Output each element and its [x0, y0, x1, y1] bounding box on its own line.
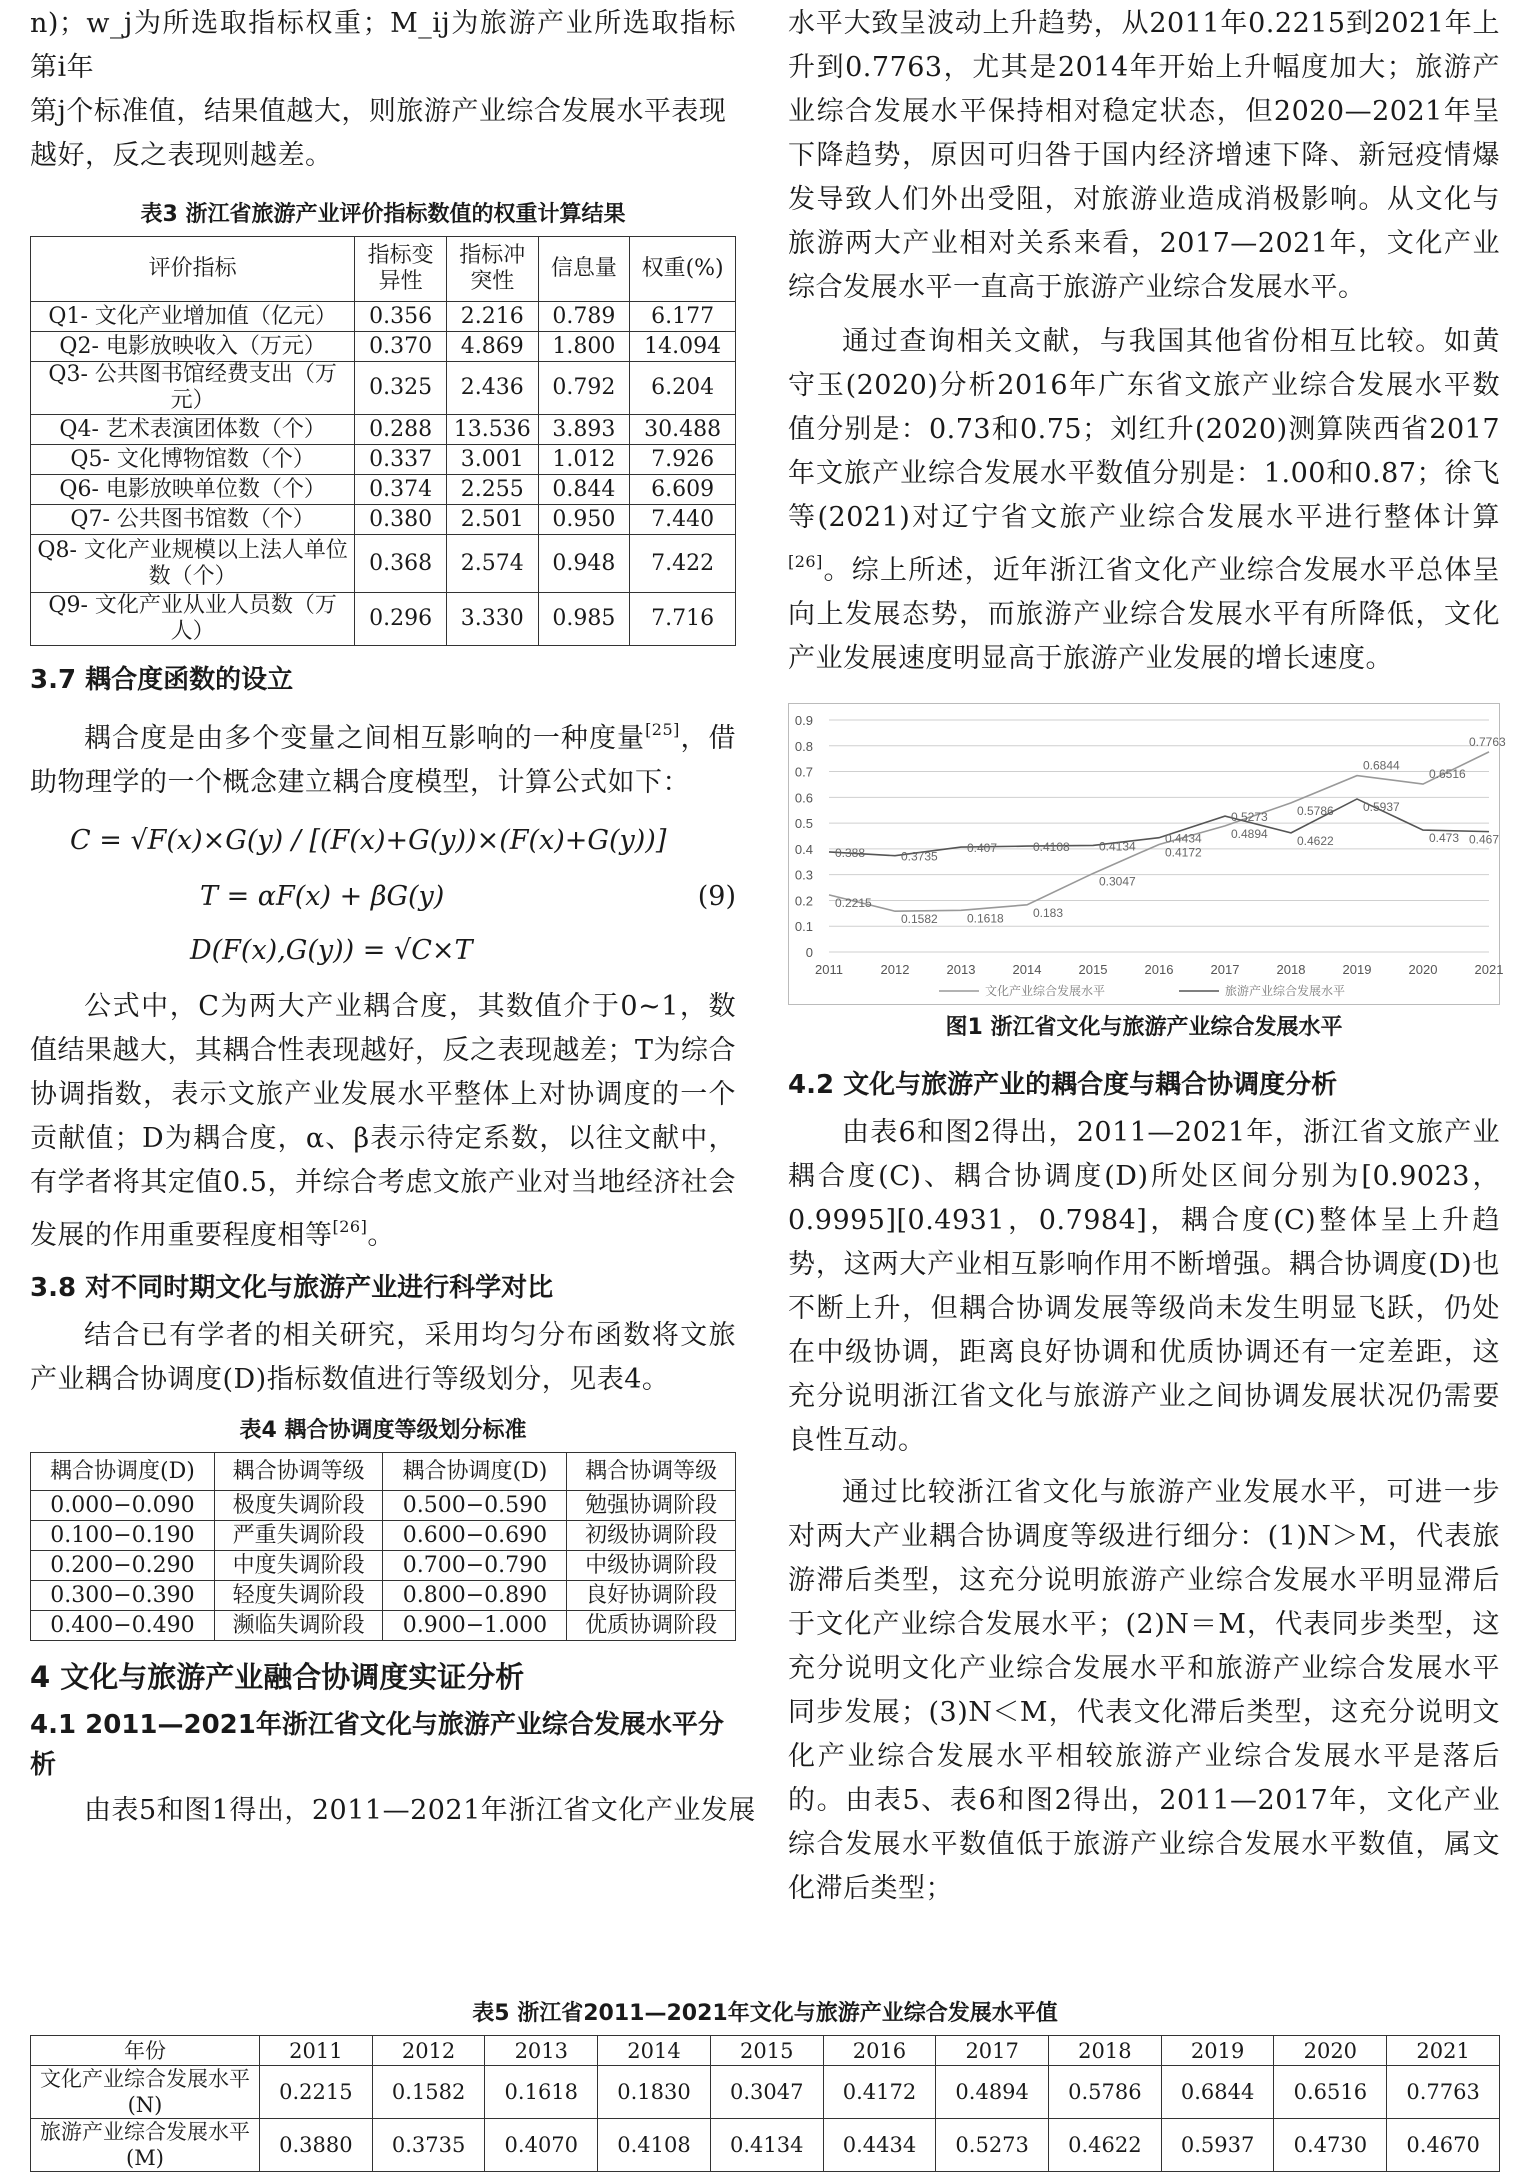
- data-label: 0.3735: [901, 849, 938, 864]
- value-cell: 0.337: [355, 445, 447, 475]
- range-cell: 0.200−0.290: [31, 1551, 215, 1581]
- value-cell: 0.4108: [598, 2119, 711, 2172]
- x-tick-label: 2017: [1210, 962, 1240, 977]
- indicator-name-cell: Q8- 文化产业规模以上法人单位数（个）: [31, 535, 355, 593]
- data-label: 0.467: [1469, 832, 1500, 847]
- value-cell: 2020: [1274, 2036, 1387, 2066]
- indicator-name-cell: Q6- 电影放映单位数（个）: [31, 475, 355, 505]
- range-cell: 0.100−0.190: [31, 1521, 215, 1551]
- range-cell: 0.000−0.090: [31, 1491, 215, 1521]
- table3-header-cell: 指标冲突性: [446, 237, 538, 302]
- y-tick-label: 0.6: [794, 790, 813, 806]
- value-cell: 2.216: [446, 302, 538, 332]
- intro-line-3: 越好，反之表现则越差。: [30, 140, 333, 171]
- range-cell: 0.800−0.890: [383, 1581, 567, 1611]
- indicator-name-cell: Q3- 公共图书馆经费支出（万元）: [31, 362, 355, 415]
- value-cell: 0.368: [355, 535, 447, 593]
- section-3-7-para1: [30, 708, 736, 805]
- value-cell: 0.5937: [1161, 2119, 1274, 2172]
- table5-caption: 表5 浙江省2011—2021年文化与旅游产业综合发展水平值: [472, 2001, 1058, 2026]
- data-label: 0.3047: [1099, 874, 1136, 889]
- value-cell: 0.4172: [823, 2066, 936, 2119]
- citation: [25]: [645, 720, 680, 739]
- citation: [26]: [788, 552, 823, 571]
- value-cell: 13.536: [446, 415, 538, 445]
- range-cell: 0.500−0.590: [383, 1491, 567, 1521]
- value-cell: 3.330: [446, 593, 538, 646]
- data-label: 0.4172: [1165, 845, 1202, 860]
- value-cell: 2016: [823, 2036, 936, 2066]
- value-cell: 0.4894: [936, 2066, 1049, 2119]
- value-cell: 2.501: [446, 505, 538, 535]
- table-row: [31, 1551, 736, 1581]
- table3-header-row: [31, 237, 736, 302]
- x-tick-label: 2019: [1342, 962, 1372, 977]
- value-cell: 2021: [1387, 2036, 1500, 2066]
- value-cell: 4.869: [446, 332, 538, 362]
- value-cell: 6.609: [630, 475, 736, 505]
- value-cell: 0.380: [355, 505, 447, 535]
- table5-culture-row: [31, 2066, 1500, 2119]
- formula-block: [30, 805, 736, 981]
- table-row: [31, 593, 736, 646]
- y-tick-label: 0.1: [794, 919, 813, 935]
- value-cell: 1.800: [538, 332, 630, 362]
- value-cell: 0.4070: [485, 2119, 598, 2172]
- table-row: [31, 302, 736, 332]
- value-cell: 0.370: [355, 332, 447, 362]
- level-cell: 轻度失调阶段: [214, 1581, 383, 1611]
- level-cell: 初级协调阶段: [567, 1521, 736, 1551]
- row-label-cell: 文化产业综合发展水平(N): [31, 2066, 260, 2119]
- range-cell: 0.600−0.690: [383, 1521, 567, 1551]
- y-tick-label: 0.7: [794, 764, 813, 780]
- x-tick-label: 2013: [946, 962, 976, 977]
- section-4-1-para-continued: 水平大致呈波动上升趋势，从2011年0.2215到2021年上升到0.7763，尤其是2014年开始上升幅度加大；旅游产业综合发展水平保持相对稳定状态，但2020—2021年呈下降趋势，原因可归咎于国内经济增速下降、新冠疫情爆发导致人们外出受阻，对旅游业造成消极影响。从文化与旅游两大产业相对关系来看，2017—2021年，文化产业综合发展水平一直高于旅游产业综合发展水平。: [788, 8, 1500, 303]
- value-cell: 0.4134: [710, 2119, 823, 2172]
- data-label: 0.183: [1033, 905, 1064, 920]
- table-row: [31, 1521, 736, 1551]
- para-text: 通过查询相关文献，与我国其他省份相互比较。如黄守玉(2020)分析2016年广东省文旅产业综合发展水平数值分别是：0.73和0.75；刘红升(2020)测算陕西省2017年文旅产业综合发展水平数值分别是：1.00和0.87；徐飞等(2021)对辽宁省文旅产业综合发展水平进行整体计算: [788, 326, 1500, 533]
- row-label-cell: 旅游产业综合发展水平(M): [31, 2119, 260, 2172]
- table3-header-cell: 信息量: [538, 237, 630, 302]
- value-cell: 0.985: [538, 593, 630, 646]
- value-cell: 6.204: [630, 362, 736, 415]
- value-cell: 2013: [485, 2036, 598, 2066]
- table5-tourism-row: [31, 2119, 1500, 2172]
- value-cell: 0.5273: [936, 2119, 1049, 2172]
- value-cell: 7.716: [630, 593, 736, 646]
- table-row: [31, 505, 736, 535]
- table5-year-row: [31, 2036, 1500, 2066]
- table-row: [31, 445, 736, 475]
- section-4-1-title: 4.1 2011—2021年浙江省文化与旅游产业综合发展水平分析: [30, 1710, 724, 1780]
- figure1-svg: [789, 704, 1506, 1004]
- data-label: 0.7763: [1469, 734, 1506, 749]
- table4-header-cell: 耦合协调等级: [567, 1453, 736, 1491]
- formula-number: (9): [697, 881, 736, 912]
- right-column: [788, 0, 1506, 1911]
- level-cell: 勉强协调阶段: [567, 1491, 736, 1521]
- value-cell: 0.7763: [1387, 2066, 1500, 2119]
- table-row: [31, 415, 736, 445]
- value-cell: 0.325: [355, 362, 447, 415]
- x-tick-label: 2014: [1012, 962, 1042, 977]
- table4-header-cell: 耦合协调度(D): [383, 1453, 567, 1491]
- section-4-2-title: 4.2 文化与旅游产业的耦合度与耦合协调度分析: [788, 1070, 1338, 1100]
- value-cell: 2.574: [446, 535, 538, 593]
- value-cell: 2012: [372, 2036, 485, 2066]
- value-cell: 0.792: [538, 362, 630, 415]
- value-cell: 2018: [1049, 2036, 1162, 2066]
- value-cell: 3.893: [538, 415, 630, 445]
- x-tick-label: 2012: [880, 962, 910, 977]
- value-cell: 0.3880: [260, 2119, 373, 2172]
- table3: [30, 236, 736, 646]
- table-row: [31, 1491, 736, 1521]
- value-cell: 2011: [260, 2036, 373, 2066]
- x-tick-label: 2015: [1078, 962, 1108, 977]
- section-3-7-para2: [30, 985, 736, 1258]
- culture-series-line: [829, 752, 1489, 911]
- level-cell: 极度失调阶段: [214, 1491, 383, 1521]
- table-row: [31, 1581, 736, 1611]
- indicator-name-cell: Q4- 艺术表演团体数（个）: [31, 415, 355, 445]
- y-tick-label: 0.9: [794, 713, 813, 728]
- level-cell: 优质协调阶段: [567, 1611, 736, 1641]
- table4-caption: 表4 耦合协调度等级划分标准: [239, 1418, 527, 1443]
- value-cell: 0.2215: [260, 2066, 373, 2119]
- data-label: 0.1618: [967, 911, 1004, 926]
- section-4-2-para2: 通过比较浙江省文化与旅游产业发展水平，可进一步对两大产业耦合协调度等级进行细分：(1)N＞M，代表旅游滞后类型，这充分说明旅游产业综合发展水平明显滞后于文化产业综合发展水平；(2)N＝M，代表同步类型，这充分说明文化产业综合发展水平和旅游产业综合发展水平同步发展；(3)N＜M，代表文化滞后类型，这充分说明文化产业综合发展水平相较旅游产业综合发展水平是落后的。由表5、表6和图2得出，2011—2017年，文化产业综合发展水平数值低于旅游产业综合发展水平数值，属文化滞后类型；: [788, 1477, 1500, 1904]
- intro-line-1: n)；w_j为所选取指标权重；M_ij为旅游产业所选取指标第i年: [30, 8, 736, 83]
- value-cell: 2.255: [446, 475, 538, 505]
- indicator-name-cell: Q2- 电影放映收入（万元）: [31, 332, 355, 362]
- table4: [30, 1452, 736, 1641]
- value-cell: 0.288: [355, 415, 447, 445]
- value-cell: 0.296: [355, 593, 447, 646]
- value-cell: 0.789: [538, 302, 630, 332]
- value-cell: 1.012: [538, 445, 630, 475]
- data-label: 0.1582: [901, 912, 938, 927]
- table-row: [31, 535, 736, 593]
- value-cell: 0.356: [355, 302, 447, 332]
- indicator-name-cell: Q5- 文化博物馆数（个）: [31, 445, 355, 475]
- table4-header-cell: 耦合协调等级: [214, 1453, 383, 1491]
- y-tick-label: 0: [805, 945, 813, 960]
- table4-header-row: [31, 1453, 736, 1491]
- data-label: 0.407: [967, 841, 998, 856]
- value-cell: 2014: [598, 2036, 711, 2066]
- table3-header-cell: 评价指标: [31, 237, 355, 302]
- legend-label: 旅游产业综合发展水平: [1225, 984, 1346, 998]
- para-text: 公式中，C为两大产业耦合度，其数值介于0~1，数值结果越大，其耦合性表现越好，反之表现越差；T为综合协调指数，表示文旅产业发展水平整体上对协调度的一个贡献值；D为耦合度，α、β表示待定系数，以往文献中，有学者将其定值0.5，并综合考虑文旅产业对当地经济社会发展的作用重要程度相等: [30, 991, 737, 1251]
- range-cell: 0.400−0.490: [31, 1611, 215, 1641]
- table5: [30, 2035, 1500, 2172]
- value-cell: 2019: [1161, 2036, 1274, 2066]
- data-label: 0.4108: [1033, 840, 1070, 855]
- data-label: 0.473: [1429, 831, 1460, 846]
- level-cell: 中度失调阶段: [214, 1551, 383, 1581]
- level-cell: 严重失调阶段: [214, 1521, 383, 1551]
- data-label: 0.5786: [1297, 803, 1334, 818]
- table3-caption: 表3 浙江省旅游产业评价指标数值的权重计算结果: [140, 202, 626, 227]
- value-cell: 0.1582: [372, 2066, 485, 2119]
- para-text: ，借助物理学的一个概念建立耦合度模型，计算公式如下：: [30, 723, 737, 798]
- section-4-title: 4 文化与旅游产业融合协调度实证分析: [30, 1660, 525, 1694]
- data-label: 0.388: [835, 845, 866, 860]
- value-cell: 2015: [710, 2036, 823, 2066]
- legend-label: 文化产业综合发展水平: [985, 984, 1106, 998]
- level-cell: 中级协调阶段: [567, 1551, 736, 1581]
- value-cell: 0.3735: [372, 2119, 485, 2172]
- data-label: 0.4434: [1165, 831, 1202, 846]
- data-label: 0.6844: [1363, 758, 1400, 773]
- level-cell: 濒临失调阶段: [214, 1611, 383, 1641]
- intro-paragraph: [30, 2, 736, 178]
- value-cell: 0.6844: [1161, 2066, 1274, 2119]
- range-cell: 0.900−1.000: [383, 1611, 567, 1641]
- table4-header-cell: 耦合协调度(D): [31, 1453, 215, 1491]
- figure1-caption: 图1 浙江省文化与旅游产业综合发展水平: [945, 1015, 1343, 1040]
- range-cell: 0.700−0.790: [383, 1551, 567, 1581]
- x-tick-label: 2021: [1474, 962, 1504, 977]
- indicator-name-cell: Q1- 文化产业增加值（亿元）: [31, 302, 355, 332]
- comparison-paragraph: [788, 320, 1500, 681]
- value-cell: 7.440: [630, 505, 736, 535]
- value-cell: 0.5786: [1049, 2066, 1162, 2119]
- citation: [26]: [332, 1217, 368, 1236]
- range-cell: 0.300−0.390: [31, 1581, 215, 1611]
- table5-block: [30, 1999, 1500, 2172]
- value-cell: 0.4730: [1274, 2119, 1387, 2172]
- figure1-chart: [788, 703, 1506, 1005]
- x-tick-label: 2011: [815, 962, 843, 977]
- value-cell: 14.094: [630, 332, 736, 362]
- x-tick-label: 2016: [1144, 962, 1174, 977]
- data-label: 0.5937: [1363, 799, 1400, 814]
- value-cell: 0.4622: [1049, 2119, 1162, 2172]
- value-cell: 0.4434: [823, 2119, 936, 2172]
- left-column: [30, 0, 756, 1833]
- value-cell: 0.6516: [1274, 2066, 1387, 2119]
- section-4-1-para-start: 由表5和图1得出，2011—2021年浙江省文化产业发展: [84, 1795, 756, 1826]
- value-cell: 2017: [936, 2036, 1049, 2066]
- value-cell: 0.844: [538, 475, 630, 505]
- data-label: 0.4134: [1099, 839, 1136, 854]
- section-3-8-title: 3.8 对不同时期文化与旅游产业进行科学对比: [30, 1273, 554, 1303]
- y-tick-label: 0.5: [794, 816, 813, 832]
- value-cell: 30.488: [630, 415, 736, 445]
- section-4-2-para1: 由表6和图2得出，2011—2021年，浙江省文旅产业耦合度(C)、耦合协调度(D)所处区间分别为[0.9023，0.9995][0.4931，0.7984]，耦合度(C)整体呈上升趋势，这两大产业相互影响作用不断增强。耦合协调度(D)也不断上升，但耦合协调发展等级尚未发生明显飞跃，仍处在中级协调，距离良好协调和优质协调还有一定差距，这充分说明浙江省文化与旅游产业之间协调发展状况仍需要良性互动。: [788, 1117, 1500, 1456]
- table3-header-cell: 指标变异性: [355, 237, 447, 302]
- data-label: 0.5273: [1231, 810, 1268, 825]
- section-3-8-para: 结合已有学者的相关研究，采用均匀分布函数将文旅产业耦合协调度(D)指标数值进行等级划分，见表4。: [30, 1320, 736, 1395]
- para-text: 耦合度是由多个变量之间相互影响的一种度量: [84, 723, 646, 754]
- table-row: [31, 362, 736, 415]
- y-tick-label: 0.2: [794, 893, 813, 909]
- value-cell: 2.436: [446, 362, 538, 415]
- level-cell: 良好协调阶段: [567, 1581, 736, 1611]
- value-cell: 6.177: [630, 302, 736, 332]
- value-cell: 0.374: [355, 475, 447, 505]
- data-label: 0.4622: [1297, 833, 1334, 848]
- value-cell: 0.3047: [710, 2066, 823, 2119]
- value-cell: 3.001: [446, 445, 538, 475]
- table-row: [31, 475, 736, 505]
- para-text: 。综上所述，近年浙江省文化产业综合发展水平总体呈向上发展态势，而旅游产业综合发展水平有所降低，文化产业发展速度明显高于旅游产业发展的增长速度。: [788, 555, 1500, 674]
- value-cell: 7.926: [630, 445, 736, 475]
- x-tick-label: 2018: [1276, 962, 1306, 977]
- y-tick-label: 0.8: [794, 738, 813, 754]
- data-label: 0.6516: [1429, 767, 1466, 782]
- value-cell: 7.422: [630, 535, 736, 593]
- formula-d: D(F(x),G(y)) = √C×T: [190, 935, 473, 966]
- table3-header-cell: 权重(%): [630, 237, 736, 302]
- value-cell: 0.1618: [485, 2066, 598, 2119]
- formula-t: T = αF(x) + βG(y): [200, 881, 445, 912]
- para-text: 。: [367, 1220, 395, 1251]
- value-cell: 0.4670: [1387, 2119, 1500, 2172]
- table-row: [31, 1611, 736, 1641]
- indicator-name-cell: Q7- 公共图书馆数（个）: [31, 505, 355, 535]
- y-tick-label: 0.4: [794, 841, 813, 857]
- indicator-name-cell: Q9- 文化产业从业人员数（万人）: [31, 593, 355, 646]
- x-tick-label: 2020: [1408, 962, 1438, 977]
- row-label-cell: 年份: [31, 2036, 260, 2066]
- intro-line-2: 第j个标准值，结果值越大，则旅游产业综合发展水平表现: [30, 96, 727, 127]
- value-cell: 0.950: [538, 505, 630, 535]
- data-label: 0.4894: [1231, 826, 1268, 841]
- formula-c: C = √F(x)×G(y) / [(F(x)+G(y))×(F(x)+G(y))]: [70, 825, 667, 856]
- value-cell: 0.948: [538, 535, 630, 593]
- data-label: 0.2215: [835, 895, 872, 910]
- table-row: [31, 332, 736, 362]
- value-cell: 0.1830: [598, 2066, 711, 2119]
- section-3-7-title: 3.7 耦合度函数的设立: [30, 665, 294, 695]
- y-tick-label: 0.3: [794, 867, 813, 883]
